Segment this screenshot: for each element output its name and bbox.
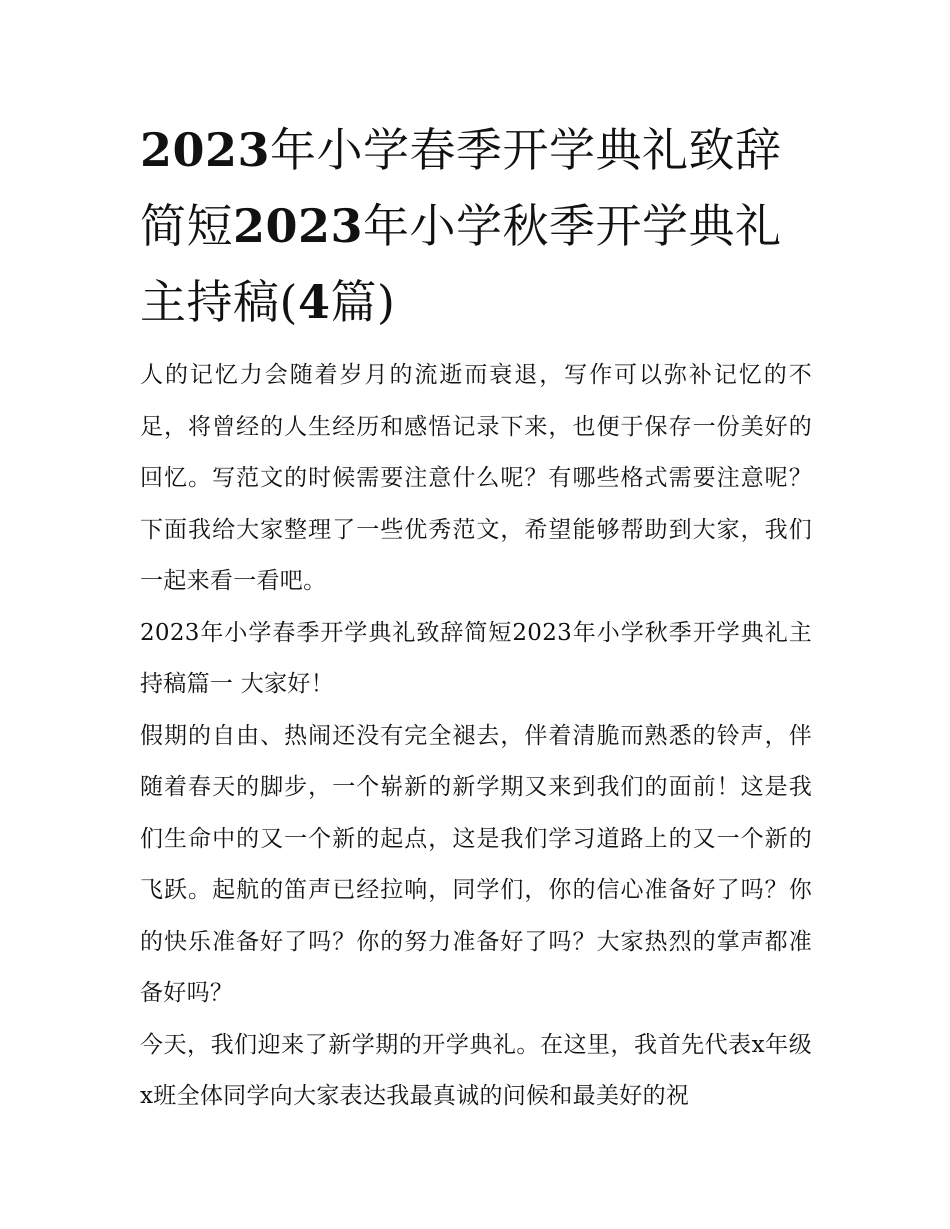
title-text-3: 篇) <box>330 275 396 329</box>
title-year-2: 2023 <box>233 199 364 253</box>
title-count: 4 <box>297 275 331 329</box>
body-paragraph-2: 今天，我们迎来了新学期的开学典礼。在这里，我首先代表x年级x班全体同学向大家表达我最真诚的问候和最美好的祝 <box>140 1031 812 1109</box>
intro-paragraph: 人的记忆力会随着岁月的流逝而衰退，写作可以弥补记忆的不足，将曾经的人生经历和感悟记录下来，也便于保存一份美好的回忆。写范文的时候需要注意什么呢？有哪些格式需要注意呢？下面我给大家整理了一些优秀范文，希望能够帮助到大家，我们一起来看一看吧。 <box>140 362 812 594</box>
body-paragraph-1: 假期的自由、热闹还没有完全褪去，伴着清脆而熟悉的铃声，伴随着春天的脚步，一个崭新的新学期又来到我们的面前！这是我们生命中的又一个新的起点，这是我们学习道路上的又一个新的飞跃。起航的笛声已经拉响，同学们，你的信心准备好了吗？你的快乐准备好了吗？你的努力准备好了吗？大家热烈的掌声都准备好吗？ <box>140 722 812 1006</box>
document-title <box>140 112 812 340</box>
section-heading-paragraph: 2023年小学春季开学典礼致辞简短2023年小学秋季开学典礼主持稿篇一 大家好！ <box>140 619 812 697</box>
title-year-1: 2023 <box>140 123 271 177</box>
title-text-1: 年小学春季开学典礼致辞简短 <box>140 123 782 253</box>
title-text-2: 年小学秋季开学典礼主持稿( <box>140 199 782 329</box>
document-page <box>140 112 812 1123</box>
